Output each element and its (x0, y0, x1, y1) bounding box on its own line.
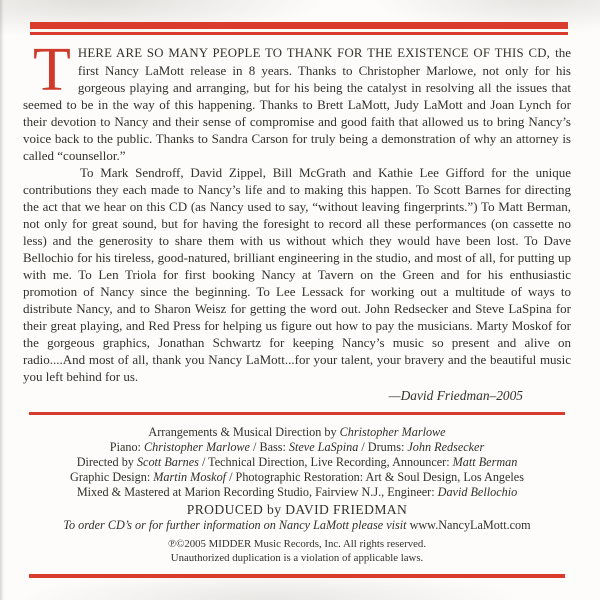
credit-text: / Bass: (249, 440, 289, 454)
bottom-rule (29, 574, 565, 578)
top-rule-thick (30, 22, 568, 29)
opening-caps-text: HERE ARE SO MANY PEOPLE TO THANK FOR THE EXISTENCE OF THIS CD, (77, 46, 551, 60)
liner-notes-content (23, 36, 571, 578)
credit-text: www.NancyLaMott.com (406, 518, 531, 532)
author-signature: —David Friedman–2005 (388, 388, 523, 403)
credits-block (23, 425, 571, 565)
credit-name-italic: To order CD’s or for further information on Nancy LaMott please visit (63, 518, 407, 532)
credit-name-italic: John Redsecker (407, 440, 485, 454)
thank-you-paragraph-2: To Mark Sendroff, David Zippel, Bill McGrath and Kathie Lee Gifford for the unique contributions they each made to Nancy’s life and to making this happen. To Scott Barnes for directing the act that we hear on this CD (as Nancy used to say, “without leaving fingerprints.”) To Matt Berman, not only for great sound, but for having the foresight to record all these performances (on cassette no less) and the generosity to share them with us without which they would have been lost. To Dave Bellochio for his tireless, good-natured, brilliant engineering in the studio, and most of all, for putting up with me. To Len Triola for first booking Nancy at Tavern on the Green and for his enthusiastic promotion of Nancy since the beginning. To Lee Lessack for working out a multitude of ways to distribute Nancy, and to Sharon Weisz for getting the word out. John Redsecker and Steve LaSpina for their great playing, and Red Press for helping us figure out how to pay the musicians. Marty Moskof for the gorgeous graphics, Jonathan Schwartz for keeping Nancy’s music so present and alive on radio....And most of all, thank you Nancy LaMott...for your talent, your bravery and the beautiful music you left behind for us. (23, 165, 571, 384)
credit-line-copyright (23, 538, 571, 552)
thank-you-paragraph-1 (23, 36, 571, 164)
credit-text: Graphic Design: (70, 470, 154, 484)
credit-line-arrangements (23, 425, 571, 440)
credit-line-direction (23, 455, 571, 470)
credit-line-legal (23, 552, 571, 566)
credit-text: Unauthorized duplication is a violation of applicable laws. (170, 551, 424, 564)
credit-name-italic: Martin Moskof (153, 470, 227, 484)
credit-text: Piano: (109, 440, 144, 454)
credit-text: Mixed & Mastered at Marion Recording Studio, Fairview N.J., Engineer: (76, 485, 438, 499)
credit-line-produced (23, 502, 571, 518)
credit-text: Directed by (76, 455, 137, 469)
credit-line-musicians (23, 440, 571, 455)
credit-text: PRODUCED by DAVID FRIEDMAN (186, 502, 408, 517)
credit-name-italic: Christopher Marlowe (144, 440, 250, 454)
drop-cap-letter: T (33, 36, 71, 104)
credit-text: ℗©2005 MIDDER Music Records, Inc. All rights reserved. (167, 538, 427, 550)
credit-name-italic: Steve LaSpina (288, 440, 359, 454)
credit-name-italic: Christopher Marlowe (339, 425, 446, 439)
credit-name-italic: David Bellochio (437, 485, 518, 499)
middle-rule (29, 412, 565, 415)
credit-text: / Drums: (358, 440, 408, 454)
credit-name-italic: Matt Berman (452, 455, 518, 469)
credit-line-mixing (23, 485, 571, 500)
credit-text: / Photographic Restoration: Art & Soul Design, Los Angeles (226, 470, 524, 484)
credit-text: Arrangements & Musical Direction by (148, 425, 340, 439)
top-double-rule (30, 22, 568, 35)
paragraph-1-text: the first Nancy LaMott release in 8 years. Thanks to Christopher Marlowe, not only for his gorgeous playing and arranging, but for his being the catalyst in resolving all the issues that seemed to be in the way of this happening. Thanks to Brett LaMott, Judy LaMott and Joan Lynch for their devotion to Nancy and their sense of compromise and good faith that allowed us to bring Nancy’s voice back to the public. Thanks to Sandra Carson for truly being a demonstration of why an attorney is called “counsellor.” (23, 45, 571, 163)
credit-line-ordering-info (23, 518, 571, 533)
top-rule-thin (30, 32, 568, 35)
credit-name-italic: Scott Barnes (136, 455, 199, 469)
credit-line-graphic-design (23, 470, 571, 485)
credit-text: / Technical Direction, Live Recording, Announcer: (198, 455, 453, 469)
